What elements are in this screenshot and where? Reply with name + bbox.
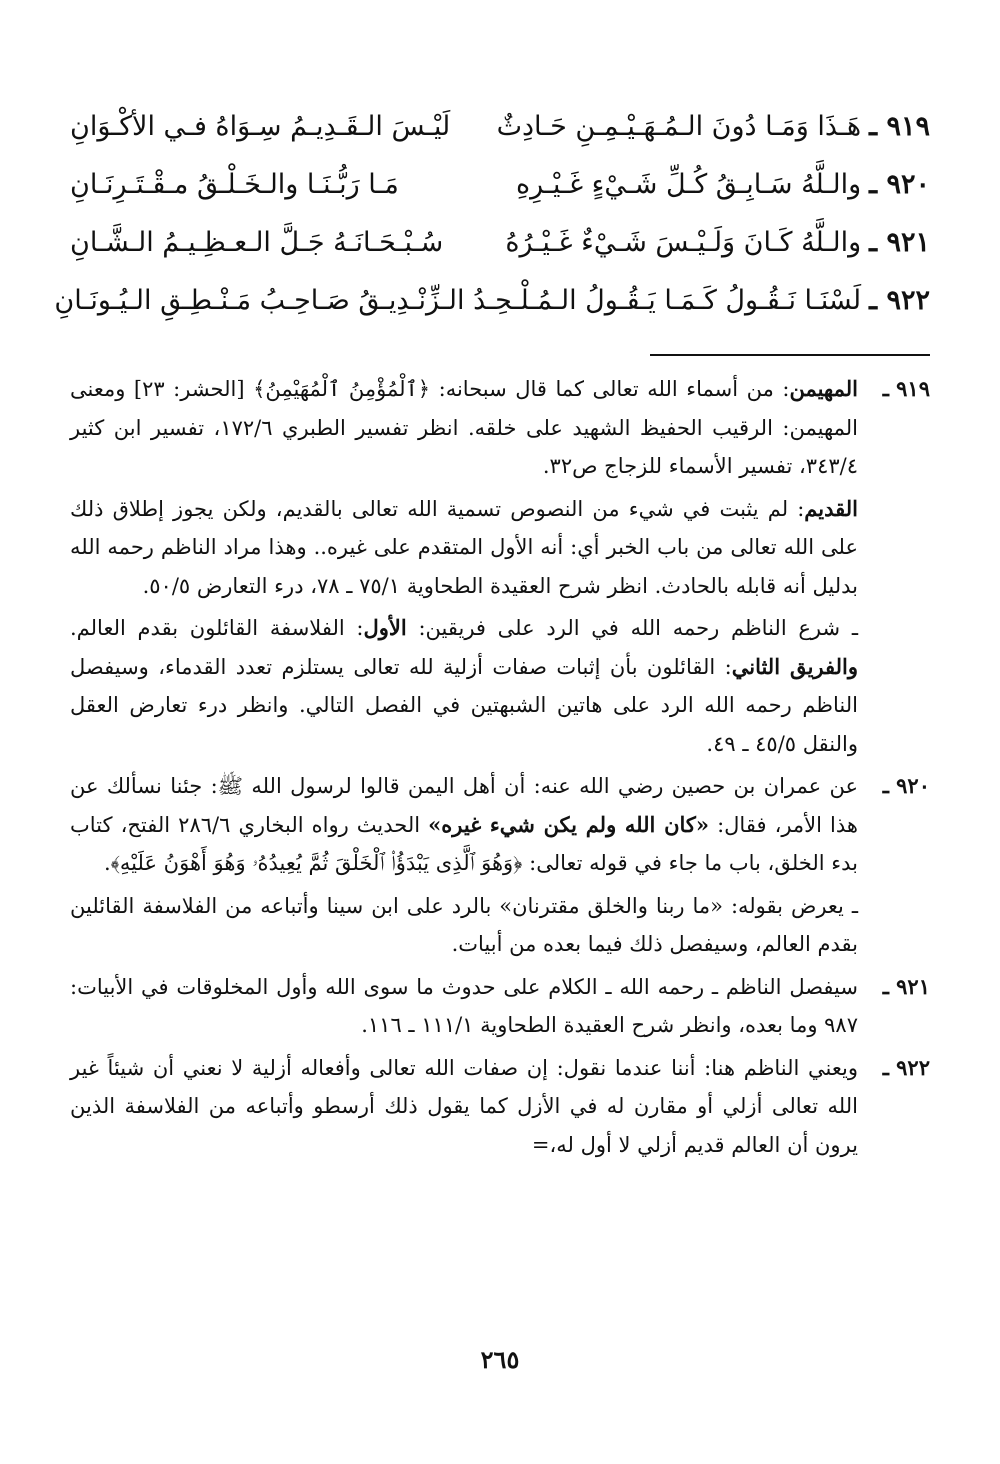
- verse-first-hemistich: [426, 272, 930, 330]
- verse-first-text: هَـذَا وَمَـا دُونَ الـمُـهَـيْـمِـنِ حَـادِثٌ: [496, 111, 862, 142]
- footnote-number: ٩٢٢ ـ: [882, 1054, 930, 1080]
- footnote-number: ٩١٩ ـ: [882, 376, 930, 401]
- footnote-body: [70, 968, 858, 1045]
- footnote-body: [70, 609, 858, 763]
- footnote-920: [70, 767, 930, 883]
- verse-number: ٩٢٢ ـ: [869, 285, 930, 316]
- footnote-term: القديم: [804, 495, 858, 521]
- footnote-920-ibn-sina: [70, 887, 930, 964]
- page: [54, 98, 930, 1157]
- footnote-921: [70, 968, 930, 1045]
- verse-second-hemistich: مَـا رَبُّـنَـا والـخَـلْـقُ مـقْـتَـرِنَـانِ: [70, 169, 399, 200]
- footnote-number: [858, 609, 930, 763]
- footnotes: [70, 370, 930, 1168]
- verse-919: [70, 98, 930, 156]
- footnote-term: المهيمن: [789, 376, 858, 401]
- verses: [54, 98, 930, 330]
- verse-second-hemistich: سُـبْـحَـانَـهُ جَـلَّ الـعـظِـيـمُ الـشَّـانِ: [70, 227, 444, 258]
- footnote-term: والفريق الثاني: [731, 653, 858, 679]
- verse-number: ٩٢١ ـ: [869, 227, 930, 258]
- footnote-text: : لم يثبت في شيء من النصوص تسمية الله تعالى بالقديم، ولكن يجوز إطلاق ذلك على الله تعالى من باب الخبر أي: أنه الأول المتقدم على غيره.. وهذا مراد الناظم رحمه الله بدليل أنه قابله بالحادث. انظر شرح العقيدة الطحاوية ٧٥/١ ـ ٧٨، درء التعارض ٥٠/٥.: [70, 496, 858, 598]
- footnote-919-two-groups: [70, 609, 930, 763]
- footnote-body: [70, 370, 858, 486]
- footnote-term: الأول: [363, 615, 407, 640]
- footnote-body: [70, 1049, 858, 1165]
- verse-921: [70, 214, 930, 272]
- footnote-text: ـ شرع الناظم رحمه الله في الرد على فريقين:: [406, 616, 858, 640]
- verse-920: [70, 156, 930, 214]
- footnote-text: ويعني الناظم هنا: أننا عندما نقول: إن صفات الله تعالى وأفعاله أزلية لا نعني أن شيئاً غير الله تعالى أزلي أو مقارن له في الأزل كما يقول ذلك أرسطو وأتباعه من الفلاسفة الذين يرون أن العالم قديم أزلي لا أول له،=: [70, 1055, 858, 1157]
- footnote-body: [70, 767, 858, 883]
- verse-first-text: والـلَّهُ سَـابِـقُ كُـلِّ شَـيْءٍ غَـيْـرِهِ: [515, 169, 862, 200]
- footnote-number: ٩٢١ ـ: [882, 973, 930, 999]
- footnote-separator: [650, 354, 930, 356]
- footnote-text: : من أسماء الله تعالى كما قال سبحانه: ﴿ٱلْمُؤْمِنُ ٱلْمُهَيْمِنُ﴾ [الحشر: ٢٣] ومعنى المهيمن: الرقيب الحفيظ الشهيد على خلقه. انظر تفسير الطبري ١٧٢/٦، تفسير ابن كثير ٣٤٣/٤، تفسير الأسماء للزجاج ص٣٢.: [70, 377, 859, 478]
- footnote-number: [858, 887, 930, 964]
- footnote-text: : الفلاسفة القائلون بقدم العالم.: [70, 616, 364, 640]
- hadith-quote: «كان الله ولم يكن شيء غيره»: [428, 811, 710, 837]
- page-number: ٢٦٥: [480, 1345, 520, 1374]
- verse-first-hemistich: [516, 156, 930, 214]
- verse-first-hemistich: [497, 98, 930, 156]
- footnote-text: ـ يعرض بقوله: «ما ربنا والخلق مقترنان» بالرد على ابن سينا وأتباعه من الفلاسفة القائلين بقدم العالم، وسيفصل ذلك فيما بعده من أبيات.: [70, 893, 858, 956]
- verse-first-text: لَسْنَـا نَـقُـولُ كَـمَـا يَـقُـولُ الـمُـلْـحِـدُ الـزِّ: [425, 285, 862, 316]
- footnote-text: عن عمران بن حصين رضي الله عنه: أن أهل اليمن قالوا لرسول الله ﷺ: جئنا نسألك عن هذا الأمر، فقال:: [70, 774, 858, 837]
- verse-first-hemistich: [505, 214, 930, 272]
- footnote-body: [70, 887, 858, 964]
- footnote-body: [70, 490, 858, 606]
- footnote-919-qadim: [70, 490, 930, 606]
- verse-second-hemistich: نْـدِيـقُ صَـاحِـبُ مَـنْـطِـقِ الـيُـونَـانِ: [54, 285, 426, 316]
- verse-number: ٩١٩ ـ: [869, 111, 930, 142]
- footnote-text: سيفصل الناظم ـ رحمه الله ـ الكلام على حدوث ما سوى الله وأول المخلوقات في الأبيات: ٩٨٧ وما بعده، وانظر شرح العقيدة الطحاوية ١١١/١ ـ ١١٦.: [70, 974, 858, 1037]
- verse-922: [54, 272, 930, 330]
- footnote-text: الحديث رواه البخاري ٢٨٦/٦ الفتح، كتاب بدء الخلق، باب ما جاء في قوله تعالى: ﴿وَهُوَ ٱلَّذِى يَبْدَؤُا۟ ٱلْخَلْقَ ثُمَّ يُعِيدُهُۥ وَهُوَ أَهْوَنُ عَلَيْهِ﴾.: [70, 812, 858, 875]
- footnote-text: : القائلون بأن إثبات صفات أزلية لله تعالى يستلزم تعدد القدماء، وسيفصل الناظم رحمه الله الرد على هاتين الشبهتين في الفصل التالي. وانظر درء تعارض العقل والنقل ٤٥/٥ ـ ٤٩.: [70, 654, 858, 756]
- footnote-number: [858, 490, 930, 606]
- verse-number: ٩٢٠ ـ: [869, 169, 930, 200]
- footnote-922: [70, 1049, 930, 1165]
- verse-first-text: والـلَّهُ كَـانَ وَلَـيْـسَ شَـيْءٌ غَـيْـرُهُ: [505, 227, 862, 258]
- footnote-919: [70, 370, 930, 486]
- verse-second-hemistich: لَيْـسَ الـقَـدِيـمُ سِـوَاهُ فـي الأكْـوَانِ: [70, 111, 451, 142]
- footnote-number: ٩٢٠ ـ: [882, 773, 930, 798]
